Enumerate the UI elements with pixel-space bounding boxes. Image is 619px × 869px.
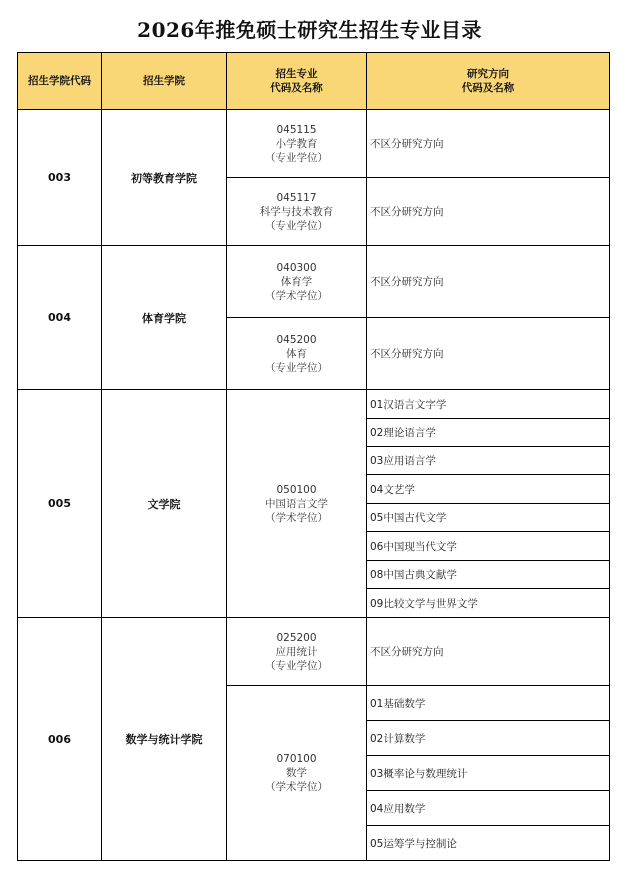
header-major-line2: 代码及名称: [270, 82, 323, 94]
header-school-label: 招生学院: [143, 75, 185, 87]
major-degree: （学术学位）: [265, 511, 328, 524]
header-direction: [366, 52, 610, 110]
school-code: 003: [48, 171, 71, 184]
major-name: 应用统计: [275, 645, 318, 658]
major-degree: （专业学位）: [265, 219, 328, 232]
major-name: 数学: [286, 767, 307, 779]
direction-cell: [366, 755, 610, 791]
direction-cell: [366, 720, 610, 756]
direction-cell: [366, 617, 610, 686]
major-name: 体育学: [280, 275, 313, 288]
school-code-cell: [17, 109, 102, 246]
school-code-cell: [17, 389, 102, 618]
header-school-code: [17, 52, 102, 110]
direction-label: 03概率论与数理统计: [370, 767, 468, 780]
header-school: [101, 52, 227, 110]
school-code: 005: [48, 497, 71, 510]
major-code: 045115: [276, 123, 317, 136]
direction-label: 不区分研究方向: [370, 646, 444, 658]
header-direction-line2: 代码及名称: [461, 82, 515, 94]
direction-cell: [366, 474, 610, 504]
major-cell: [226, 685, 367, 861]
major-name: 体育: [286, 347, 307, 360]
direction-label: 01汉语言文字学: [370, 398, 447, 411]
school-name-cell: [101, 109, 227, 246]
direction-cell: [366, 588, 610, 618]
major-cell: [226, 109, 367, 178]
direction-cell: [366, 317, 610, 390]
major-degree: （专业学位）: [265, 361, 328, 374]
school-code: 004: [48, 311, 71, 324]
major-cell: [226, 317, 367, 390]
major-degree: （学术学位）: [265, 289, 328, 302]
major-name: 中国语言文学: [265, 497, 328, 510]
direction-cell: [366, 531, 610, 561]
direction-cell: [366, 685, 610, 721]
direction-label: 03应用语言学: [370, 455, 436, 467]
direction-label: 不区分研究方向: [370, 348, 444, 360]
direction-label: 09比较文学与世界文学: [370, 597, 478, 610]
direction-label: 不区分研究方向: [370, 206, 444, 218]
major-degree: （学术学位）: [265, 781, 328, 793]
major-cell: [226, 177, 367, 246]
school-code-cell: [17, 245, 102, 390]
major-code: 045200: [276, 333, 317, 346]
direction-cell: [366, 389, 610, 419]
major-cell: [226, 389, 367, 618]
direction-cell: [366, 446, 610, 475]
direction-label: 05运筹学与控制论: [370, 837, 457, 850]
major-code: 070100: [276, 753, 317, 765]
direction-label: 04应用数学: [370, 802, 426, 815]
major-cell: [226, 245, 367, 318]
school-name: 体育学院: [142, 311, 186, 325]
school-code-cell: [17, 617, 102, 861]
header-major: [226, 52, 367, 110]
direction-cell: [366, 177, 610, 246]
major-code: 040300: [276, 261, 317, 274]
direction-cell: [366, 503, 610, 532]
direction-cell: [366, 825, 610, 861]
direction-cell: [366, 418, 610, 447]
header-school-code-label: 招生学院代码: [28, 75, 91, 87]
major-degree: （专业学位）: [265, 659, 328, 672]
direction-cell: [366, 790, 610, 826]
school-name-cell: [101, 245, 227, 390]
school-name-cell: [101, 617, 227, 861]
direction-label: 05中国古代文学: [370, 512, 447, 524]
school-name: 初等教育学院: [131, 171, 197, 185]
header-direction-line1: 研究方向: [467, 68, 509, 80]
major-name: 科学与技术教育: [259, 205, 334, 218]
direction-label: 不区分研究方向: [370, 138, 444, 150]
header-major-line1: 招生专业: [275, 68, 318, 80]
direction-label: 02理论语言学: [370, 427, 436, 439]
major-cell: [226, 617, 367, 686]
page-title: 2026年推免硕士研究生招生专业目录: [137, 18, 482, 42]
direction-label: 02计算数学: [370, 732, 426, 745]
direction-label: 04文艺学: [370, 483, 415, 496]
direction-cell: [366, 109, 610, 178]
direction-cell: [366, 245, 610, 318]
major-code: 050100: [276, 483, 317, 496]
major-code: 045117: [276, 191, 317, 204]
school-code: 006: [48, 732, 71, 746]
direction-label: 06中国现当代文学: [370, 540, 457, 553]
major-name: 小学教育: [275, 137, 318, 150]
major-degree: （专业学位）: [265, 151, 328, 164]
direction-label: 08中国古典文献学: [370, 569, 457, 581]
direction-cell: [366, 560, 610, 589]
school-name-cell: [101, 389, 227, 618]
direction-label: 01基础数学: [370, 697, 426, 710]
school-name: 数学与统计学院: [125, 733, 203, 746]
major-code: 025200: [276, 631, 317, 644]
school-name: 文学院: [147, 497, 181, 511]
direction-label: 不区分研究方向: [370, 276, 444, 288]
